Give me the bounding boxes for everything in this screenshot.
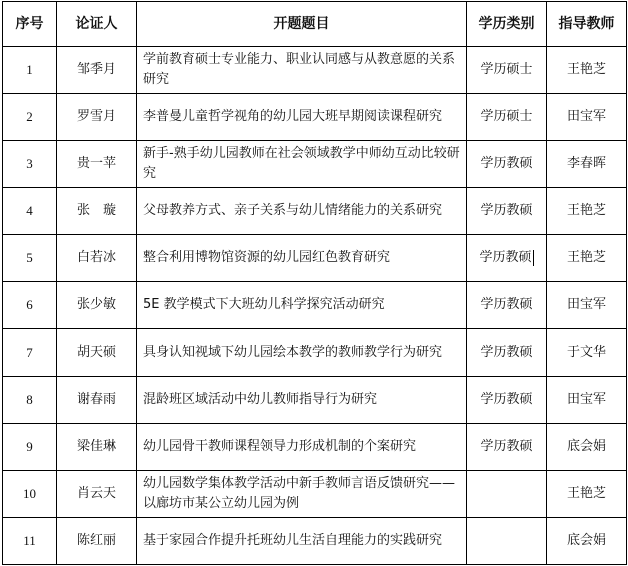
- cell-advisor: 王艳芝: [547, 47, 627, 94]
- header-index: 序号: [3, 2, 57, 47]
- cell-topic: 父母教养方式、亲子关系与幼儿情绪能力的关系研究: [137, 188, 467, 235]
- cell-topic: 混龄班区域活动中幼儿教师指导行为研究: [137, 376, 467, 423]
- cell-degree-type: 学历教硕: [467, 423, 547, 470]
- table-row: [3, 235, 627, 282]
- table-row: [3, 282, 627, 329]
- cell-reviewer: 贵一苹: [57, 141, 137, 188]
- cell-reviewer: 罗雪月: [57, 94, 137, 141]
- cell-degree-type: 学历硕士: [467, 94, 547, 141]
- table-row: [3, 94, 627, 141]
- cell-topic: 幼儿园骨干教师课程领导力形成机制的个案研究: [137, 423, 467, 470]
- cell-reviewer: 谢春雨: [57, 376, 137, 423]
- cell-index: 7: [3, 329, 57, 376]
- cell-topic: 5E 教学模式下大班幼儿科学探究活动研究: [137, 282, 467, 329]
- cell-degree-type: 学历教硕: [467, 329, 547, 376]
- cell-degree-type: 学历教硕: [467, 235, 547, 282]
- cell-degree-type: 学历教硕: [467, 376, 547, 423]
- cell-index: 9: [3, 423, 57, 470]
- cell-index: 5: [3, 235, 57, 282]
- cell-index: 2: [3, 94, 57, 141]
- cell-topic: 学前教育硕士专业能力、职业认同感与从教意愿的关系研究: [137, 47, 467, 94]
- cell-advisor: 于文华: [547, 329, 627, 376]
- table-row: [3, 188, 627, 235]
- cell-advisor: 田宝军: [547, 282, 627, 329]
- cell-topic: 新手-熟手幼儿园教师在社会领域教学中师幼互动比较研究: [137, 141, 467, 188]
- cell-index: 3: [3, 141, 57, 188]
- header-degree-type: 学历类别: [467, 2, 547, 47]
- cell-degree-type: [467, 470, 547, 517]
- text-cursor: [533, 250, 534, 266]
- header-topic: 开题题目: [137, 2, 467, 47]
- cell-advisor: 田宝军: [547, 376, 627, 423]
- cell-reviewer: 肖云天: [57, 470, 137, 517]
- cell-topic: 基于家园合作提升托班幼儿生活自理能力的实践研究: [137, 517, 467, 564]
- cell-degree-type: 学历硕士: [467, 47, 547, 94]
- cell-index: 8: [3, 376, 57, 423]
- table-row: [3, 141, 627, 188]
- table-row: [3, 47, 627, 94]
- cell-index: 1: [3, 47, 57, 94]
- header-reviewer: 论证人: [57, 2, 137, 47]
- table-header-row: [3, 2, 627, 47]
- cell-topic: 李普曼儿童哲学视角的幼儿园大班早期阅读课程研究: [137, 94, 467, 141]
- cell-reviewer: 张少敏: [57, 282, 137, 329]
- defense-schedule-table: [2, 1, 627, 565]
- cell-advisor: 王艳芝: [547, 188, 627, 235]
- cell-advisor: 田宝军: [547, 94, 627, 141]
- cell-reviewer: 陈红丽: [57, 517, 137, 564]
- cell-degree-type: 学历教硕: [467, 282, 547, 329]
- cell-reviewer: 胡天硕: [57, 329, 137, 376]
- cell-degree-type: 学历教硕: [467, 141, 547, 188]
- cell-reviewer: 张 璇: [57, 188, 137, 235]
- cell-index: 11: [3, 517, 57, 564]
- table-row: [3, 329, 627, 376]
- table-row: [3, 423, 627, 470]
- table-row: [3, 517, 627, 564]
- cell-advisor: 李春晖: [547, 141, 627, 188]
- cell-index: 4: [3, 188, 57, 235]
- cell-advisor: 王艳芝: [547, 470, 627, 517]
- cell-index: 10: [3, 470, 57, 517]
- cell-advisor: 王艳芝: [547, 235, 627, 282]
- table-row: [3, 376, 627, 423]
- cell-topic: 整合利用博物馆资源的幼儿园红色教育研究: [137, 235, 467, 282]
- cell-degree-type: 学历教硕: [467, 188, 547, 235]
- cell-advisor: 底会娟: [547, 423, 627, 470]
- cell-topic: 具身认知视域下幼儿园绘本教学的教师教学行为研究: [137, 329, 467, 376]
- cell-advisor: 底会娟: [547, 517, 627, 564]
- cell-degree-type: [467, 517, 547, 564]
- cell-reviewer: 白若冰: [57, 235, 137, 282]
- table-row: [3, 470, 627, 517]
- header-advisor: 指导教师: [547, 2, 627, 47]
- cell-topic: 幼儿园数学集体教学活动中新手教师言语反馈研究——以廊坊市某公立幼儿园为例: [137, 470, 467, 517]
- cell-reviewer: 梁佳琳: [57, 423, 137, 470]
- cell-index: 6: [3, 282, 57, 329]
- cell-reviewer: 邹季月: [57, 47, 137, 94]
